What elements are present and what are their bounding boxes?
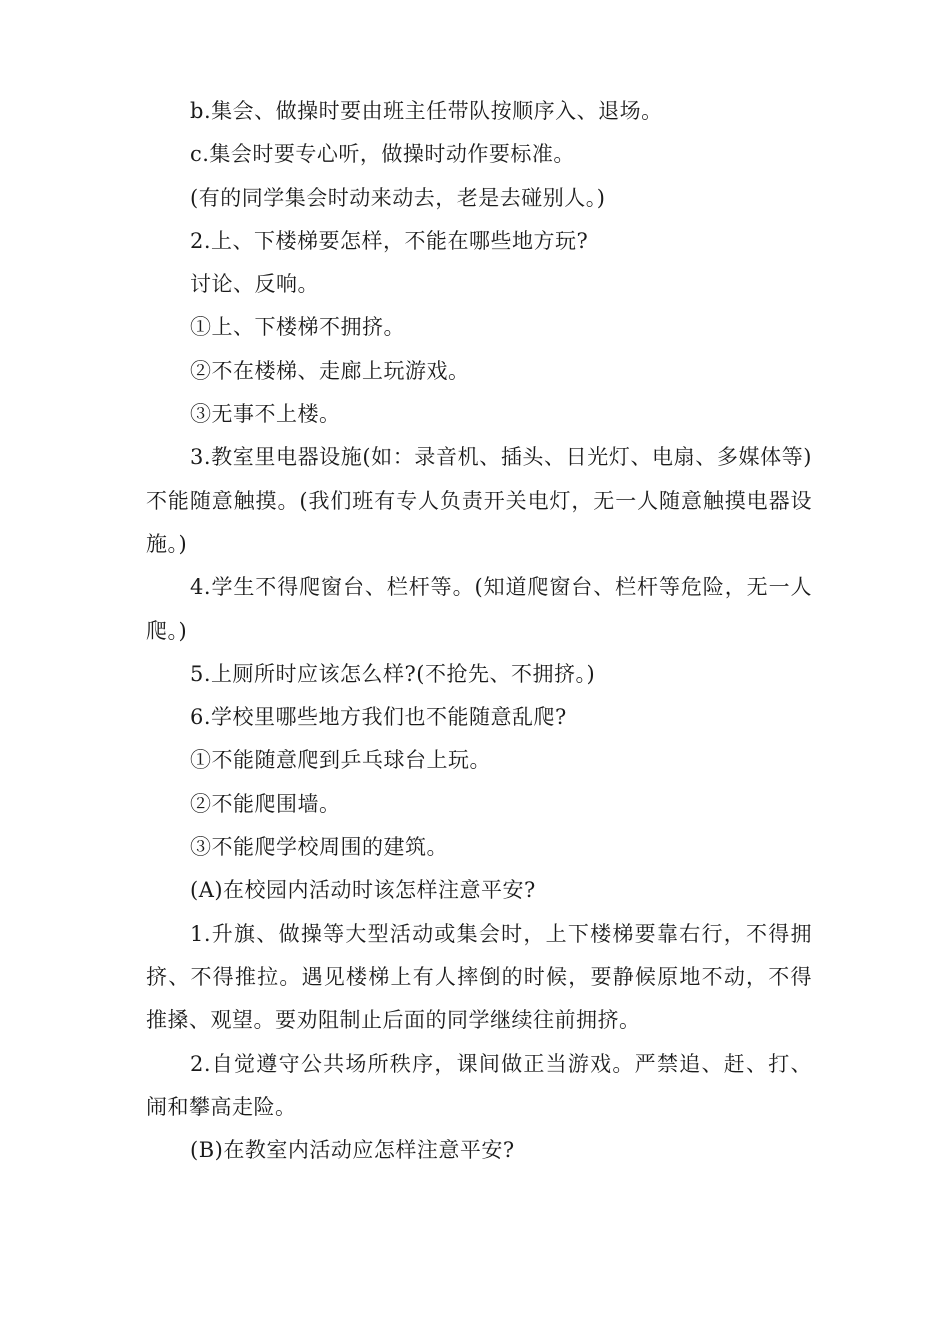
paragraph-stairs-item-2: ②不在楼梯、走廊上玩游戏。 bbox=[190, 358, 470, 383]
section-heading-b: (B)在教室内活动应怎样注意平安? bbox=[190, 1138, 515, 1163]
section-heading-a: (A)在校园内活动时该怎样注意平安? bbox=[190, 878, 536, 903]
paragraph-stairs-item-3: ③无事不上楼。 bbox=[190, 402, 341, 427]
paragraph-climb-item-2: ②不能爬围墙。 bbox=[190, 791, 341, 816]
paragraph-question-3: 3.教室里电器设施(如：录音机、插头、日光灯、电扇、多媒体等)不能随意触摸。(我们班有专人负责开关电灯，无一人随意触摸电器设施。) bbox=[146, 445, 812, 556]
paragraph-rule-b: b.集会、做操时要由班主任带队按顺序入、退场。 bbox=[190, 99, 663, 123]
paragraph-question-4: 4.学生不得爬窗台、栏杆等。(知道爬窗台、栏杆等危险，无一人爬。) bbox=[146, 575, 812, 643]
paragraph-section-a-2: 2.自觉遵守公共场所秩序，课间做正当游戏。严禁追、赶、打、闹和攀高走险。 bbox=[146, 1051, 812, 1119]
paragraph-climb-item-3: ③不能爬学校周围的建筑。 bbox=[190, 835, 448, 860]
paragraph-question-6: 6.学校里哪些地方我们也不能随意乱爬? bbox=[190, 705, 567, 730]
paragraph-rule-c: c.集会时要专心听，做操时动作要标准。 bbox=[190, 142, 575, 167]
paragraph-note-assembly: (有的同学集会时动来动去，老是去碰别人。) bbox=[190, 185, 606, 210]
paragraph-discussion: 讨论、反响。 bbox=[190, 272, 319, 297]
paragraph-question-5: 5.上厕所时应该怎么样?(不抢先、不拥挤。) bbox=[190, 661, 596, 686]
paragraph-question-2: 2.上、下楼梯要怎样，不能在哪些地方玩? bbox=[190, 228, 589, 253]
paragraph-stairs-item-1: ①上、下楼梯不拥挤。 bbox=[190, 315, 405, 340]
paragraph-section-a-1: 1.升旗、做操等大型活动或集会时，上下楼梯要靠右行，不得拥挤、不得推拉。遇见楼梯上有人摔倒的时候，要静候原地不动，不得推搡、观望。要劝阻制止后面的同学继续往前拥挤。 bbox=[146, 921, 812, 1033]
document-body bbox=[146, 90, 812, 1172]
paragraph-climb-item-1: ①不能随意爬到乒乓球台上玩。 bbox=[190, 748, 491, 773]
